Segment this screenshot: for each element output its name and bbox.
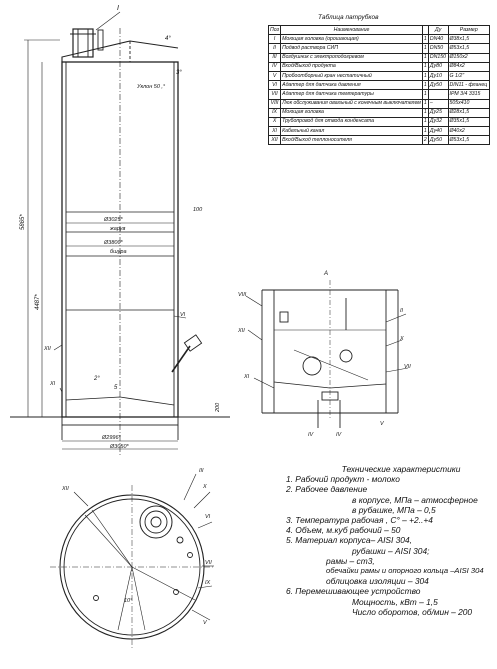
- nozzle-table-cell: XII: [269, 136, 281, 145]
- nozzle-table-cell: V: [269, 71, 281, 80]
- nozzle-table-row: [269, 44, 490, 53]
- nozzle-table-cell: Ø28x1,5: [448, 108, 489, 117]
- nozzle-table-cell: XI: [269, 127, 281, 136]
- section-pos-X: X: [400, 336, 404, 342]
- leg-height-dim: 200: [215, 402, 221, 412]
- nozzle-table-row: [269, 71, 490, 80]
- nozzle-table-cell: Трубопровод для отвода конденсата: [281, 117, 423, 126]
- nozzle-table-cell: DN150: [428, 53, 448, 62]
- inner-dia-dim: Ø3025*: [104, 217, 123, 223]
- spec-item: рубашки – AISI 304;: [352, 545, 430, 556]
- outer-dia-dim: Ø3050*: [110, 444, 129, 450]
- plan-pos-V: V: [203, 620, 207, 626]
- dim-3800-note: бшура: [110, 249, 127, 255]
- spec-item: 3. Температура рабочая , С° – +2..+4: [286, 515, 433, 526]
- nozzle-table-cell: –: [428, 99, 448, 108]
- spec-item: в корпусе, МПа – атмосферное: [352, 494, 478, 505]
- plan-pos-III: III: [199, 468, 204, 474]
- nozzle-table-row: [269, 127, 490, 136]
- plan-view: [50, 474, 214, 649]
- pos-I-label: I: [117, 5, 119, 12]
- header-name: Наименование: [281, 26, 423, 35]
- spec-item: Число оборотов, об/мин – 200: [352, 606, 473, 617]
- section-pos-V: V: [380, 421, 384, 427]
- nozzle-table-cell: DN50: [428, 44, 448, 53]
- nozzle-table-row: [269, 108, 490, 117]
- nozzle-table-cell: Адаптер для датчика температуры: [281, 90, 423, 99]
- spec-item: Мощность, кВт – 1,5: [352, 596, 438, 607]
- nozzle-table-cell: 2: [422, 136, 428, 145]
- nozzle-table-title: Таблица патрубков: [318, 14, 379, 21]
- spec-item: 4. Объем, м.куб рабочий – 50: [286, 525, 401, 536]
- nozzle-table-cell: 1: [422, 71, 428, 80]
- nozzle-table-cell: Воздушник с электроподогревом: [281, 53, 423, 62]
- jacket-label: жарув: [110, 226, 126, 232]
- nozzle-table-row: [269, 90, 490, 99]
- header-size: Размер: [448, 26, 489, 35]
- nozzle-table-cell: G 1/2": [448, 71, 489, 80]
- nozzle-table-cell: Люк обслуживания овальный с конечным выключателем: [281, 99, 423, 108]
- nozzle-table-cell: 1: [422, 81, 428, 90]
- nozzle-table-cell: Подвод раствора СИП: [281, 44, 423, 53]
- spec-item: 5. Материал корпуса– AISI 304,: [286, 535, 412, 546]
- nozzle-table-cell: 1: [422, 44, 428, 53]
- plan-pos-VI: VI: [205, 514, 211, 520]
- section-a-label: A: [324, 271, 329, 277]
- nozzle-table-cell: IPM 3/4 3315: [448, 90, 489, 99]
- nozzle-table-cell: VI: [269, 81, 281, 90]
- section-pos-II: II: [400, 308, 404, 314]
- nozzle-table-cell: DIN11 - фланец: [448, 81, 489, 90]
- spec-item: рамы – ст3,: [326, 555, 375, 566]
- dim-3800: Ø3800*: [104, 240, 123, 246]
- elevation-view: [10, 12, 230, 455]
- nozzle-table-cell: II: [269, 44, 281, 53]
- nozzle-table-cell: Адаптер для датчика давления: [281, 81, 423, 90]
- nozzle-table-cell: 1: [422, 108, 428, 117]
- slope-label: Уклон 50 ,°: [137, 84, 166, 90]
- nozzle-table-cell: Ду25: [428, 108, 448, 117]
- nozzle-table-cell: 1: [422, 99, 428, 108]
- nozzle-table-row: [269, 62, 490, 71]
- nozzle-table-cell: Кабельный канал: [281, 127, 423, 136]
- bottom-angle: 2°: [94, 376, 100, 382]
- nozzle-table-cell: Вход/Выход теплоносителя: [281, 136, 423, 145]
- pos-XII-elev: XII: [44, 346, 51, 352]
- nozzle-table-cell: Ду50: [428, 136, 448, 145]
- nozzle-table-cell: 1: [422, 127, 428, 136]
- nozzle-table-row: [269, 117, 490, 126]
- nozzle-table-cell: IX: [269, 108, 281, 117]
- nozzle-table-cell: Ду40: [428, 127, 448, 136]
- nozzle-table-cell: Ду32: [428, 117, 448, 126]
- nozzle-table-cell: VII: [269, 90, 281, 99]
- nozzle-table-cell: IV: [269, 62, 281, 71]
- nozzle-table-cell: Ø84x2: [448, 62, 489, 71]
- spec-item: 2. Рабочее давление: [286, 484, 368, 495]
- header-pos: Поз: [269, 26, 281, 35]
- section-pos-VIII: VIII: [238, 292, 247, 298]
- spec-item: обечайки рамы и опорного кольца –AISI 304: [326, 566, 484, 576]
- nozzle-table-header: [269, 26, 490, 35]
- nozzle-table-cell: [428, 90, 448, 99]
- nozzle-table-cell: 1: [422, 117, 428, 126]
- spec-item: 6. Перемешивающее устройство: [286, 586, 421, 597]
- nozzle-table-cell: VIII: [269, 99, 281, 108]
- nozzle-table-cell: Ø38x1,5: [448, 35, 489, 44]
- section-pos-IV-2: IV: [336, 432, 342, 438]
- overall-height-dim: 5865*: [20, 214, 26, 230]
- plan-pos-X: X: [203, 484, 207, 490]
- dim-100: 100: [193, 207, 203, 213]
- nozzle-table-cell: 1: [422, 53, 428, 62]
- spec-item: облицовка изоляции – 304: [326, 576, 429, 587]
- nozzle-top: [73, 29, 93, 57]
- nozzle-table-row: [269, 81, 490, 90]
- pos-VI-elev: VI: [180, 312, 186, 318]
- nozzle-table: [268, 25, 490, 145]
- nozzle-table-cell: Моющая головка: [281, 108, 423, 117]
- technical-specs: [286, 464, 496, 617]
- nozzle-table-cell: Моющая головка (орошающая): [281, 35, 423, 44]
- section-pos-XII: XII: [238, 328, 245, 334]
- nozzle-table-cell: III: [269, 53, 281, 62]
- nozzle-table-row: [269, 53, 490, 62]
- nozzle-table-cell: Ду10: [428, 71, 448, 80]
- nozzle-table-cell: Пробоотборный кран нестатичный: [281, 71, 423, 80]
- nozzle-table-cell: Ду80: [428, 62, 448, 71]
- spec-item: 1. Рабочий продукт - молоко: [286, 474, 400, 485]
- nozzle-table-cell: X: [269, 117, 281, 126]
- bottom-mark: 5: [114, 385, 118, 391]
- specs-title: Технические характеристики: [341, 464, 461, 474]
- section-pos-XI: XI: [244, 374, 250, 380]
- nozzle-table-cell: Вход/Выход продукта: [281, 62, 423, 71]
- nozzle-table-cell: 1: [422, 62, 428, 71]
- cone-angle-label: 4°: [165, 36, 171, 42]
- nozzle-table-body: [269, 35, 490, 145]
- plan-angle: 10°: [124, 598, 133, 604]
- section-pos-IV: IV: [308, 432, 314, 438]
- spec-item: в рубашке, МПа – 0,5: [352, 504, 436, 515]
- pos-XI-elev: XI: [50, 381, 56, 387]
- nozzle-table-row: [269, 35, 490, 44]
- plan-pos-IX: IX: [205, 580, 211, 586]
- nozzle-table-cell: Ø150x2: [448, 53, 489, 62]
- nozzle-table-row: [269, 136, 490, 145]
- nozzle-table-cell: Ø40x2: [448, 127, 489, 136]
- header-dn: Ду: [428, 26, 448, 35]
- plan-pos-XII: XII: [62, 486, 69, 492]
- nozzle-table-cell: Ду50: [428, 81, 448, 90]
- plan-pos-VII: VII: [205, 560, 212, 566]
- nozzle-table-cell: DN40: [428, 35, 448, 44]
- nozzle-table-cell: I: [269, 35, 281, 44]
- nozzle-table-cell: Ø53x1,5: [448, 136, 489, 145]
- nozzle-table-cell: Ø53x1,5: [448, 44, 489, 53]
- nozzle-table-row: [269, 99, 490, 108]
- section-pos-VII: VII: [404, 364, 411, 370]
- nozzle-table-cell: 505x410: [448, 99, 489, 108]
- section-view-a: [246, 280, 408, 428]
- shell-height-dim: 4487*: [35, 294, 41, 310]
- nozzle-table-cell: 1: [422, 90, 428, 99]
- nozzle-table-cell: 1: [422, 35, 428, 44]
- bottom-dia-dim: Ø2996*: [102, 435, 121, 441]
- nozzle-table-cell: Ø35x1,5: [448, 117, 489, 126]
- cone-angle-2-label: 3°: [176, 70, 182, 76]
